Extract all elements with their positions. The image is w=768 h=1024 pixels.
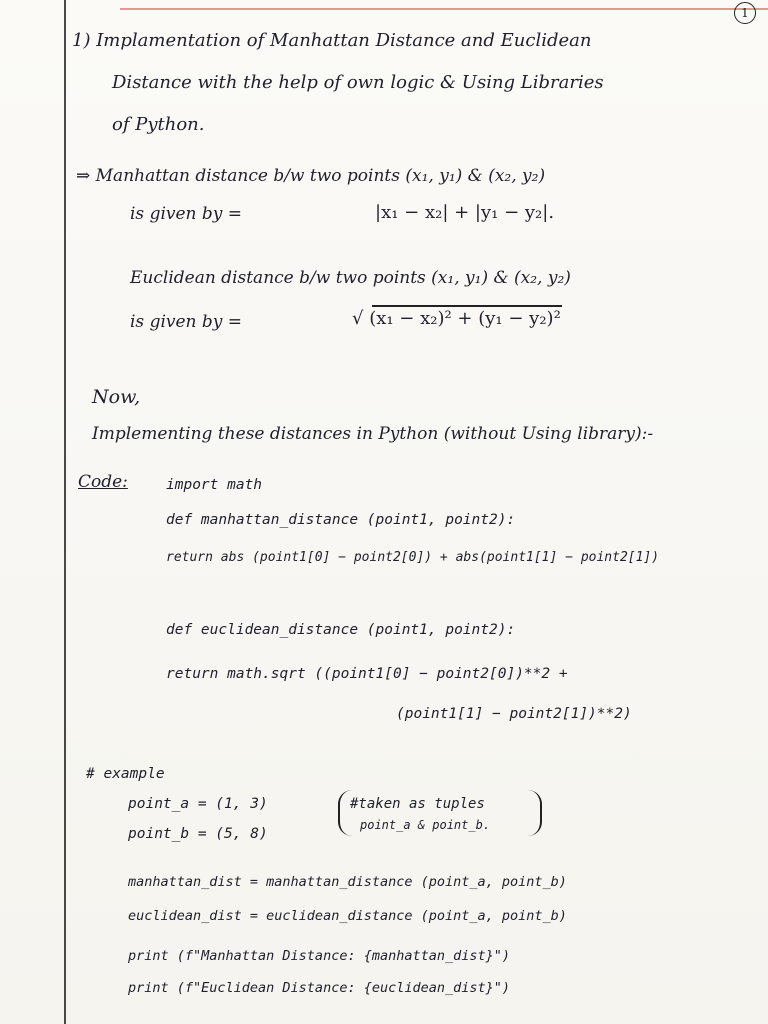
manhattan-given-by: is given by = xyxy=(130,204,243,224)
euclidean-formula: √ (x₁ − x₂)² + (y₁ − y₂)² xyxy=(352,308,561,329)
example-manhattan-dist: manhattan_dist = manhattan_distance (point_a, point_b) xyxy=(128,874,567,890)
example-point-a: point_a = (1, 3) xyxy=(128,796,268,812)
heading-line-2: Distance with the help of own logic & Using Libraries xyxy=(112,72,604,93)
sqrt-bar xyxy=(372,305,562,307)
code-line-return-euclidean-1: return math.sqrt ((point1[0] − point2[0])**2 + xyxy=(166,666,568,682)
margin-line xyxy=(64,0,66,1024)
example-euclidean-dist: euclidean_dist = euclidean_distance (point_a, point_b) xyxy=(128,908,567,924)
code-line-import: import math xyxy=(166,477,263,493)
now-label: Now, xyxy=(92,386,141,408)
tuple-note-line-2: point_a & point_b. xyxy=(360,818,491,832)
page-number: 1 xyxy=(734,2,756,24)
example-print-euclidean: print (f"Euclidean Distance: {euclidean_dist}") xyxy=(128,980,511,996)
code-line-def-euclidean: def euclidean_distance (point1, point2): xyxy=(166,622,516,638)
top-red-rule xyxy=(120,8,768,10)
example-point-b: point_b = (5, 8) xyxy=(128,826,268,842)
euclidean-given-by: is given by = xyxy=(130,312,243,332)
tuple-note-line-1: #taken as tuples xyxy=(350,796,485,812)
euclidean-definition: Euclidean distance b/w two points (x₁, y₁) & (x₂, y₂) xyxy=(130,268,571,288)
code-line-def-manhattan: def manhattan_distance (point1, point2): xyxy=(166,512,516,528)
code-line-return-euclidean-2: (point1[1] − point2[1])**2) xyxy=(396,706,632,722)
code-label: Code: xyxy=(78,472,128,492)
now-intro: Implementing these distances in Python (without Using library):- xyxy=(92,424,654,444)
code-line-return-manhattan: return abs (point1[0] − point2[0]) + abs(point1[1] − point2[1]) xyxy=(166,550,660,565)
manhattan-definition: ⇒ Manhattan distance b/w two points (x₁, y₁) & (x₂, y₂) xyxy=(76,166,546,186)
manhattan-formula: |x₁ − x₂| + |y₁ − y₂|. xyxy=(375,202,555,223)
example-print-manhattan: print (f"Manhattan Distance: {manhattan_dist}") xyxy=(128,948,511,964)
heading-line-1: 1) Implamentation of Manhattan Distance and Euclidean xyxy=(72,30,592,51)
heading-line-3: of Python. xyxy=(112,114,205,135)
example-comment: # example xyxy=(86,766,165,782)
